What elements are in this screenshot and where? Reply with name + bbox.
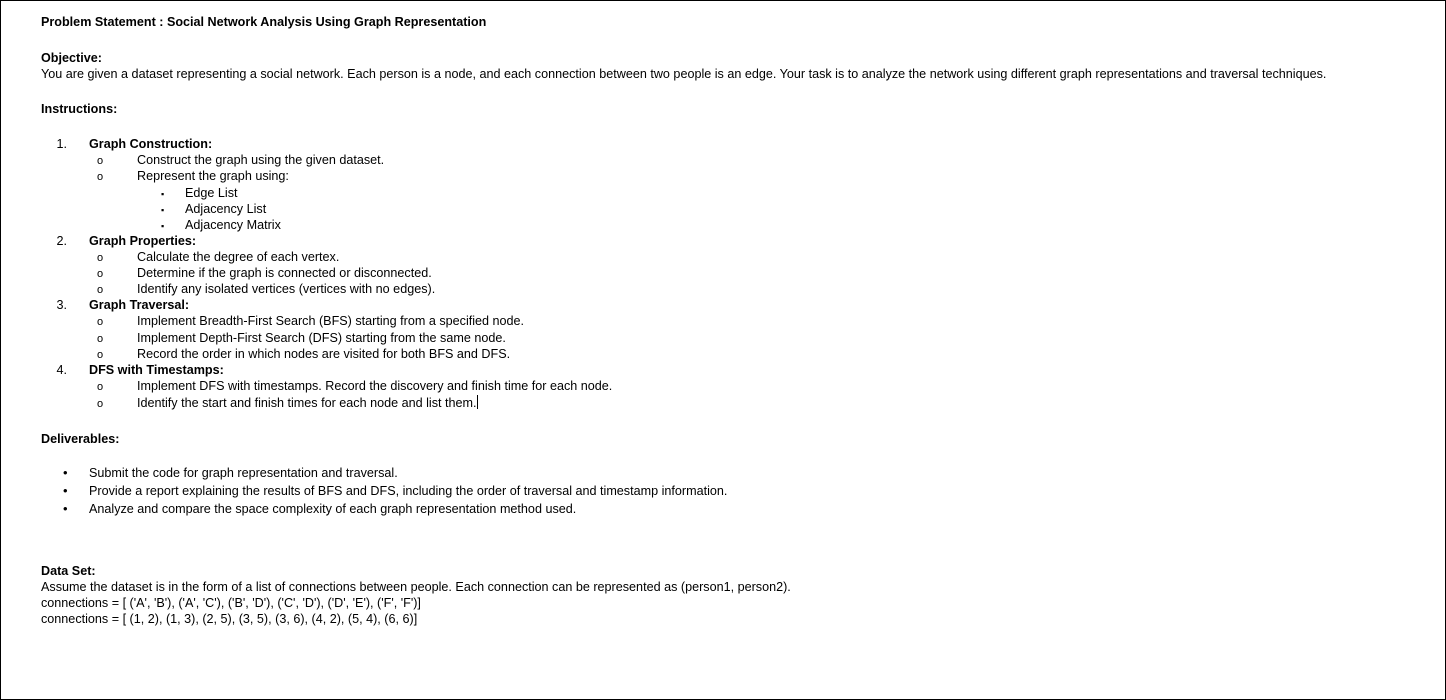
list-item-text: Implement Breadth-First Search (BFS) starting from a specified node. bbox=[137, 314, 525, 329]
bullet-icon: • bbox=[63, 500, 68, 516]
list-item bbox=[41, 217, 1435, 233]
list-item bbox=[41, 378, 1435, 394]
list-item-text: Record the order in which nodes are visited for both BFS and DFS. bbox=[137, 347, 511, 362]
list-item-text: Analyze and compare the space complexity of each graph representation method used. bbox=[89, 501, 577, 516]
step-title: Graph Properties: bbox=[89, 233, 197, 248]
square-bullet-icon: ▪ bbox=[161, 188, 165, 199]
list-item bbox=[41, 346, 1435, 362]
list-item-text: Represent the graph using: bbox=[137, 169, 289, 184]
list-item bbox=[41, 249, 1435, 265]
list-item bbox=[41, 281, 1435, 297]
dataset-heading: Data Set: bbox=[41, 563, 96, 578]
instruction-step bbox=[41, 362, 1435, 411]
square-bullet-icon: ▪ bbox=[161, 220, 165, 231]
step-sublist bbox=[41, 249, 1435, 298]
instruction-step bbox=[41, 233, 1435, 298]
list-item-text: Adjacency List bbox=[185, 201, 267, 216]
list-item-text: Implement DFS with timestamps. Record the discovery and finish time for each node. bbox=[137, 379, 613, 394]
connections-numbers: connections = [ (1, 2), (1, 3), (2, 5), (3, 5), (3, 6), (4, 2), (5, 4), (6, 6)] bbox=[41, 611, 418, 626]
list-item bbox=[41, 185, 1435, 201]
list-item-text: Calculate the degree of each vertex. bbox=[137, 249, 340, 264]
list-item bbox=[41, 483, 1435, 501]
connections-letters: connections = [ ('A', 'B'), ('A', 'C'), ('B', 'D'), ('C', 'D'), ('D', 'E'), ('F', 'F')] bbox=[41, 595, 421, 610]
instructions-list bbox=[41, 136, 1435, 411]
hollow-circle-bullet-icon: o bbox=[97, 251, 104, 264]
list-item bbox=[41, 168, 1435, 184]
step-number: 3. bbox=[56, 298, 67, 313]
deliverables-list bbox=[41, 465, 1435, 519]
step-title: Graph Traversal: bbox=[89, 298, 190, 313]
document-page[interactable] bbox=[41, 14, 1435, 627]
list-item bbox=[41, 152, 1435, 168]
list-item-text-content: Identify the start and finish times for each node and list them. bbox=[137, 395, 477, 410]
text-cursor bbox=[477, 395, 478, 409]
list-item-text: Identify any isolated vertices (vertices with no edges). bbox=[137, 282, 436, 297]
hollow-circle-bullet-icon: o bbox=[97, 171, 104, 184]
list-item-text: Construct the graph using the given dataset. bbox=[137, 153, 385, 167]
instructions-heading: Instructions: bbox=[41, 102, 118, 116]
step-sublist bbox=[41, 378, 1435, 411]
bullet-icon: • bbox=[63, 482, 68, 498]
hollow-circle-bullet-icon: o bbox=[97, 397, 104, 410]
objective-heading: Objective: bbox=[41, 51, 102, 65]
instruction-step bbox=[41, 297, 1435, 362]
hollow-circle-bullet-icon: o bbox=[97, 332, 104, 345]
list-item-text: Submit the code for graph representation and traversal. bbox=[89, 465, 398, 480]
list-item bbox=[41, 313, 1435, 329]
representation-sublist bbox=[41, 185, 1435, 233]
dataset-intro: Assume the dataset is in the form of a list of connections between people. Each connection can be represented as (person1, person2). bbox=[41, 579, 791, 594]
list-item-text: Provide a report explaining the results of BFS and DFS, including the order of traversal and timestamp information. bbox=[89, 483, 728, 498]
hollow-circle-bullet-icon: o bbox=[97, 316, 104, 329]
step-title: Graph Construction: bbox=[89, 137, 213, 151]
step-number: 2. bbox=[56, 233, 67, 248]
bullet-icon: • bbox=[63, 464, 68, 480]
hollow-circle-bullet-icon: o bbox=[97, 349, 104, 362]
step-number: 4. bbox=[56, 363, 67, 378]
step-sublist bbox=[41, 152, 1435, 185]
deliverables-heading: Deliverables: bbox=[41, 431, 120, 446]
list-item-text: Adjacency Matrix bbox=[185, 217, 281, 232]
square-bullet-icon: ▪ bbox=[161, 204, 165, 215]
hollow-circle-bullet-icon: o bbox=[97, 381, 104, 394]
objective-text: You are given a dataset representing a social network. Each person is a node, and each connection between two people is an edge. Your task is to analyze the network using different graph representations and traversal techniques. bbox=[41, 67, 1327, 81]
list-item bbox=[41, 465, 1435, 483]
list-item-text: Implement Depth-First Search (DFS) starting from the same node. bbox=[137, 330, 506, 345]
step-title: DFS with Timestamps: bbox=[89, 363, 224, 378]
document-title: Problem Statement : Social Network Analysis Using Graph Representation bbox=[41, 15, 487, 29]
list-item bbox=[41, 501, 1435, 519]
list-item bbox=[41, 395, 1435, 411]
list-item-text: Edge List bbox=[185, 185, 238, 200]
list-item-text bbox=[137, 395, 478, 411]
list-item bbox=[41, 265, 1435, 281]
step-sublist bbox=[41, 313, 1435, 362]
hollow-circle-bullet-icon: o bbox=[97, 284, 104, 297]
list-item bbox=[41, 330, 1435, 346]
list-item bbox=[41, 201, 1435, 217]
hollow-circle-bullet-icon: o bbox=[97, 155, 104, 167]
list-item-text: Determine if the graph is connected or disconnected. bbox=[137, 265, 432, 280]
step-number: 1. bbox=[56, 137, 67, 151]
instruction-step bbox=[41, 136, 1435, 233]
hollow-circle-bullet-icon: o bbox=[97, 267, 104, 280]
